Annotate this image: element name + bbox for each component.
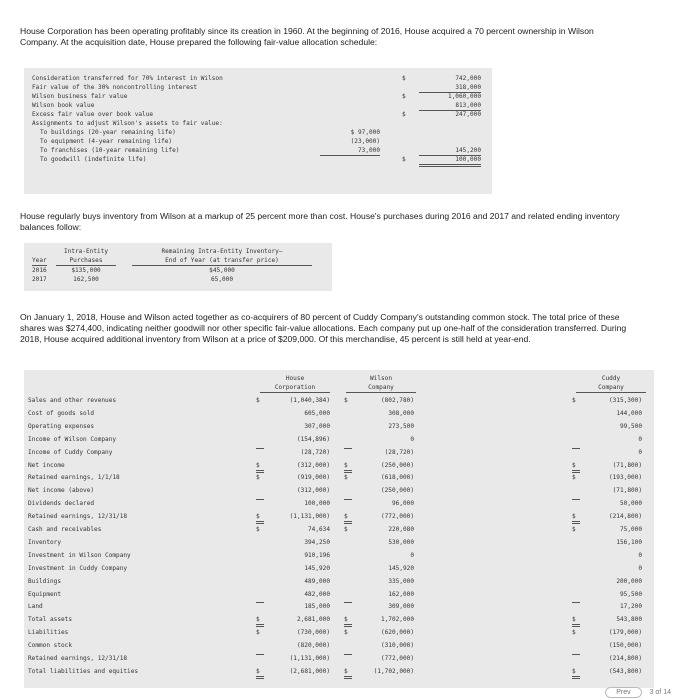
fin-cell-w: (620,000) — [380, 629, 414, 637]
financial-statements — [24, 370, 654, 688]
fin-cell-w: 273,500 — [388, 422, 414, 430]
fin-cell-w: 145,920 — [388, 564, 414, 572]
fin-cell-label: Land — [28, 603, 43, 611]
page-indicator: 3 of 14 — [649, 689, 671, 696]
allocation-row: To buildings (20-year remaining life) $ 97,000 — [40, 129, 380, 136]
fin-cell-cs: $ — [572, 629, 576, 637]
fin-cell-ws: $ — [344, 397, 348, 404]
fin-cell-w: 1,702,000 — [380, 616, 414, 624]
fin-cell-label: Equipment — [28, 590, 62, 598]
fin-cell-label: Retained earnings, 1/1/18 — [28, 474, 120, 482]
fin-cell-w: 0 — [410, 551, 414, 559]
fin-cell-c: 0 — [638, 564, 642, 572]
fin-cell-w: 308,000 — [388, 409, 414, 417]
fin-cell-cs — [572, 602, 580, 603]
allocation-schedule — [24, 68, 492, 194]
fin-cell-cs: $ — [572, 615, 580, 627]
fin-cell-w: 0 — [410, 435, 414, 443]
fin-cell-c: 0 — [638, 551, 642, 559]
fin-cell-cs — [572, 654, 580, 655]
fin-cell-cs: $ — [572, 461, 580, 473]
fin-row — [24, 486, 654, 495]
fin-cell-w: (1,702,000) — [373, 667, 414, 675]
fin-cell-cs: $ — [572, 512, 580, 524]
fin-cell-label: Sales and other revenues — [28, 397, 117, 404]
fin-cell-ws: $ — [344, 526, 348, 533]
fin-cell-h: 489,000 — [304, 577, 330, 585]
fin-cell-c: 17,200 — [619, 603, 642, 611]
fin-cell-h: (1,040,384) — [289, 397, 330, 404]
fin-row — [24, 577, 654, 586]
fin-row — [24, 499, 654, 508]
fin-cell-c: (214,800) — [608, 655, 642, 662]
fin-cell-label: Operating expenses — [28, 422, 95, 430]
fin-cell-cs: $ — [572, 474, 576, 482]
fin-cell-cs — [572, 499, 580, 500]
fin-cell-hs: $ — [256, 615, 264, 627]
fin-cell-hs: $ — [256, 667, 264, 679]
fin-cell-w: (310,000) — [380, 642, 414, 650]
fin-cell-ws: $ — [344, 512, 352, 524]
fin-cell-hs: $ — [256, 474, 260, 482]
fin-cell-h: 2,681,000 — [296, 616, 330, 624]
fin-cell-ws: $ — [344, 667, 352, 679]
fin-row — [24, 590, 654, 599]
fin-cell-h: (919,000) — [296, 474, 330, 482]
fin-cell-h: 394,250 — [304, 538, 330, 546]
fin-cell-h: (1,131,000) — [289, 513, 330, 521]
fin-cell-ws: $ — [344, 474, 348, 482]
fin-cell-h: 605,000 — [304, 409, 330, 417]
fin-cell-label: Income of Cuddy Company — [28, 448, 113, 456]
cuddy-paragraph: On January 1, 2018, House and Wilson acted together as co-acquirers of 80 percent of Cuddy Company's outstanding common stock. The total price of these shares was $274,400, indicating neither goodwill nor other specific fair-value allocations. Each company put up one-half of the consideration transferred. During 2018, House acquired additional inventory from Wilson at a price of $209,000. Of this merchandise, 45 percent is still held at year-end. — [20, 312, 627, 344]
fin-cell-w: (28,720) — [384, 448, 414, 456]
fin-row — [24, 473, 654, 482]
fin-header-row-1: House Wilson Cuddy — [285, 375, 621, 382]
prev-button[interactable]: Prev — [605, 687, 641, 698]
fin-cell-hs: $ — [256, 526, 260, 533]
allocation-row: Excess fair value over book value $ 247,000 — [32, 111, 481, 118]
fin-cell-hs — [256, 499, 264, 500]
fin-cell-w: (250,000) — [380, 487, 414, 495]
fin-cell-cs: $ — [572, 397, 576, 404]
fin-cell-h: 482,000 — [304, 590, 330, 598]
fin-row — [24, 628, 654, 637]
fin-cell-c: (214,800) — [608, 513, 642, 521]
fin-cell-label: Buildings — [28, 577, 62, 585]
fin-cell-ws — [344, 602, 352, 603]
fin-cell-ws: $ — [344, 461, 352, 473]
fin-cell-label: Inventory — [28, 538, 62, 546]
fin-cell-c: (150,000) — [608, 642, 642, 650]
fin-row — [24, 409, 654, 418]
allocation-row: To equipment (4-year remaining life) (23,000) — [40, 138, 380, 145]
allocation-row: Fair value of the 30% noncontrolling interest 318,000 — [32, 84, 481, 91]
fin-cell-label: Dividends declared — [28, 500, 95, 508]
fin-cell-h: (28,720) — [300, 448, 330, 456]
fin-row — [24, 448, 654, 457]
fin-cell-h: 100,000 — [304, 500, 330, 508]
fin-cell-w: (772,000) — [380, 655, 414, 662]
fin-cell-ws — [344, 499, 352, 500]
fin-row — [24, 615, 654, 624]
allocation-row: Assignments to adjust Wilson's assets to fair value: — [32, 120, 223, 127]
fin-cell-hs — [256, 654, 264, 655]
fin-cell-c: 543,800 — [616, 616, 642, 624]
fin-cell-label: Retained earnings, 12/31/18 — [28, 513, 128, 521]
fin-cell-label: Investment in Cuddy Company — [28, 564, 128, 572]
allocation-row: Consideration transferred for 70% interest in Wilson $ 742,000 — [32, 75, 481, 82]
fin-cell-c: (71,800) — [612, 461, 642, 469]
fin-cell-cs: $ — [572, 667, 580, 679]
fin-cell-label: Income of Wilson Company — [28, 435, 117, 443]
fin-cell-label: Common stock — [28, 642, 73, 650]
fin-cell-w: 220,080 — [388, 526, 414, 533]
fin-cell-h: (1,131,000) — [289, 655, 330, 662]
fin-row — [24, 538, 654, 547]
fin-cell-h: 307,000 — [304, 422, 330, 430]
fin-cell-label: Liabilities — [28, 629, 69, 637]
fin-cell-label: Net income (above) — [28, 487, 95, 495]
fin-row — [24, 551, 654, 560]
fin-cell-c: 99,500 — [619, 422, 642, 430]
fin-cell-cs — [572, 448, 580, 449]
fin-cell-h: 185,000 — [304, 603, 330, 611]
inventory-paragraph: House regularly buys inventory from Wilson at a markup of 25 percent more than cost. House's purchases during 2016 and 2017 and related ending inventory balances follow: — [20, 211, 620, 232]
allocation-row: Wilson business fair value $ 1,060,000 — [32, 93, 481, 100]
fin-cell-h: 74,634 — [307, 526, 330, 533]
allocation-row: Wilson book value 813,000 — [32, 102, 481, 109]
fin-cell-c: (179,000) — [608, 629, 642, 637]
fin-cell-label: Total assets — [28, 616, 73, 624]
fin-cell-c: 50,000 — [619, 500, 642, 508]
inventory-row: 2017 162,500 65,000 — [32, 276, 233, 283]
fin-cell-h: (312,000) — [296, 487, 330, 495]
fin-cell-c: (315,300) — [608, 397, 642, 404]
fin-cell-ws — [344, 448, 352, 449]
fin-cell-hs: $ — [256, 461, 264, 473]
fin-cell-h: 145,920 — [304, 564, 330, 572]
fin-row — [24, 525, 654, 534]
fin-row — [24, 512, 654, 521]
fin-cell-h: (2,681,000) — [289, 667, 330, 675]
fin-cell-label: Cash and receivables — [28, 526, 102, 533]
fin-row — [24, 667, 654, 676]
allocation-row: To goodwill (indefinite life) $ 100,000 — [24, 155, 492, 164]
fin-cell-c: 156,100 — [616, 538, 642, 546]
fin-cell-w: (250,000) — [380, 461, 414, 469]
fin-row — [24, 654, 654, 663]
fin-row — [24, 564, 654, 573]
fin-header-row-2: Corporation Company Company — [24, 383, 654, 392]
inventory-table — [24, 243, 332, 291]
fin-cell-c: 75,000 — [619, 526, 642, 533]
fin-cell-hs — [256, 602, 264, 603]
fin-cell-ws — [344, 654, 352, 655]
fin-cell-w: 96,000 — [391, 500, 414, 508]
fin-row — [24, 422, 654, 431]
fin-cell-c: (193,000) — [608, 474, 642, 482]
fin-cell-w: 309,000 — [388, 603, 414, 611]
fin-cell-c: 200,000 — [616, 577, 642, 585]
fin-cell-c: 95,500 — [619, 590, 642, 598]
fin-cell-w: 335,000 — [388, 577, 414, 585]
intro-paragraph: House Corporation has been operating profitably since its creation in 1960. At the beginning of 2016, House acquired a 70 percent ownership in Wilson Company. At the acquisition date, House prepared the following fair-value allocation schedule: — [20, 26, 594, 47]
fin-cell-h: (820,000) — [296, 642, 330, 650]
fin-cell-ws: $ — [344, 615, 352, 627]
fin-cell-c: (71,800) — [612, 487, 642, 495]
fin-row — [24, 435, 654, 444]
fin-cell-w: (618,000) — [380, 474, 414, 482]
allocation-row: To franchises (10-year remaining life) 73,000 145,200 — [40, 147, 481, 154]
fin-row — [24, 461, 654, 470]
fin-row — [24, 641, 654, 650]
fin-cell-label: Retained earnings, 12/31/18 — [28, 655, 128, 662]
fin-cell-w: 162,000 — [388, 590, 414, 598]
fin-cell-h: (730,000) — [296, 629, 330, 637]
fin-cell-w: (802,780) — [380, 397, 414, 404]
fin-cell-h: 910,196 — [304, 551, 330, 559]
fin-cell-hs: $ — [256, 629, 260, 637]
fin-cell-c: (543,800) — [608, 667, 642, 675]
fin-row — [24, 602, 654, 611]
inventory-header-row-1: Intra-Entity Remaining Intra-Entity Inventory— — [63, 248, 283, 255]
fin-cell-label: Total liabilities and equities — [28, 667, 139, 675]
fin-cell-c: 144,000 — [616, 409, 642, 417]
fin-cell-hs: $ — [256, 512, 264, 524]
fin-cell-h: (154,896) — [296, 435, 330, 443]
fin-cell-c: 0 — [638, 435, 642, 443]
fin-cell-label: Investment in Wilson Company — [28, 551, 131, 559]
fin-cell-label: Net income — [28, 461, 65, 469]
fin-cell-h: (312,000) — [296, 461, 330, 469]
fin-cell-hs: $ — [256, 397, 260, 404]
pagination — [605, 687, 671, 698]
fin-cell-w: 530,000 — [388, 538, 414, 546]
fin-cell-c: 0 — [638, 448, 642, 456]
fin-cell-hs — [256, 448, 264, 449]
inventory-row: 2016 $135,000 $45,000 — [32, 267, 235, 274]
fin-cell-w: (772,000) — [380, 513, 414, 521]
fin-cell-ws: $ — [344, 629, 348, 637]
inventory-header-row-2: Year Purchases End of Year (at transfer price) — [24, 256, 332, 265]
fin-cell-label: Cost of goods sold — [28, 409, 95, 417]
fin-row — [24, 396, 654, 405]
fin-cell-cs: $ — [572, 526, 576, 533]
